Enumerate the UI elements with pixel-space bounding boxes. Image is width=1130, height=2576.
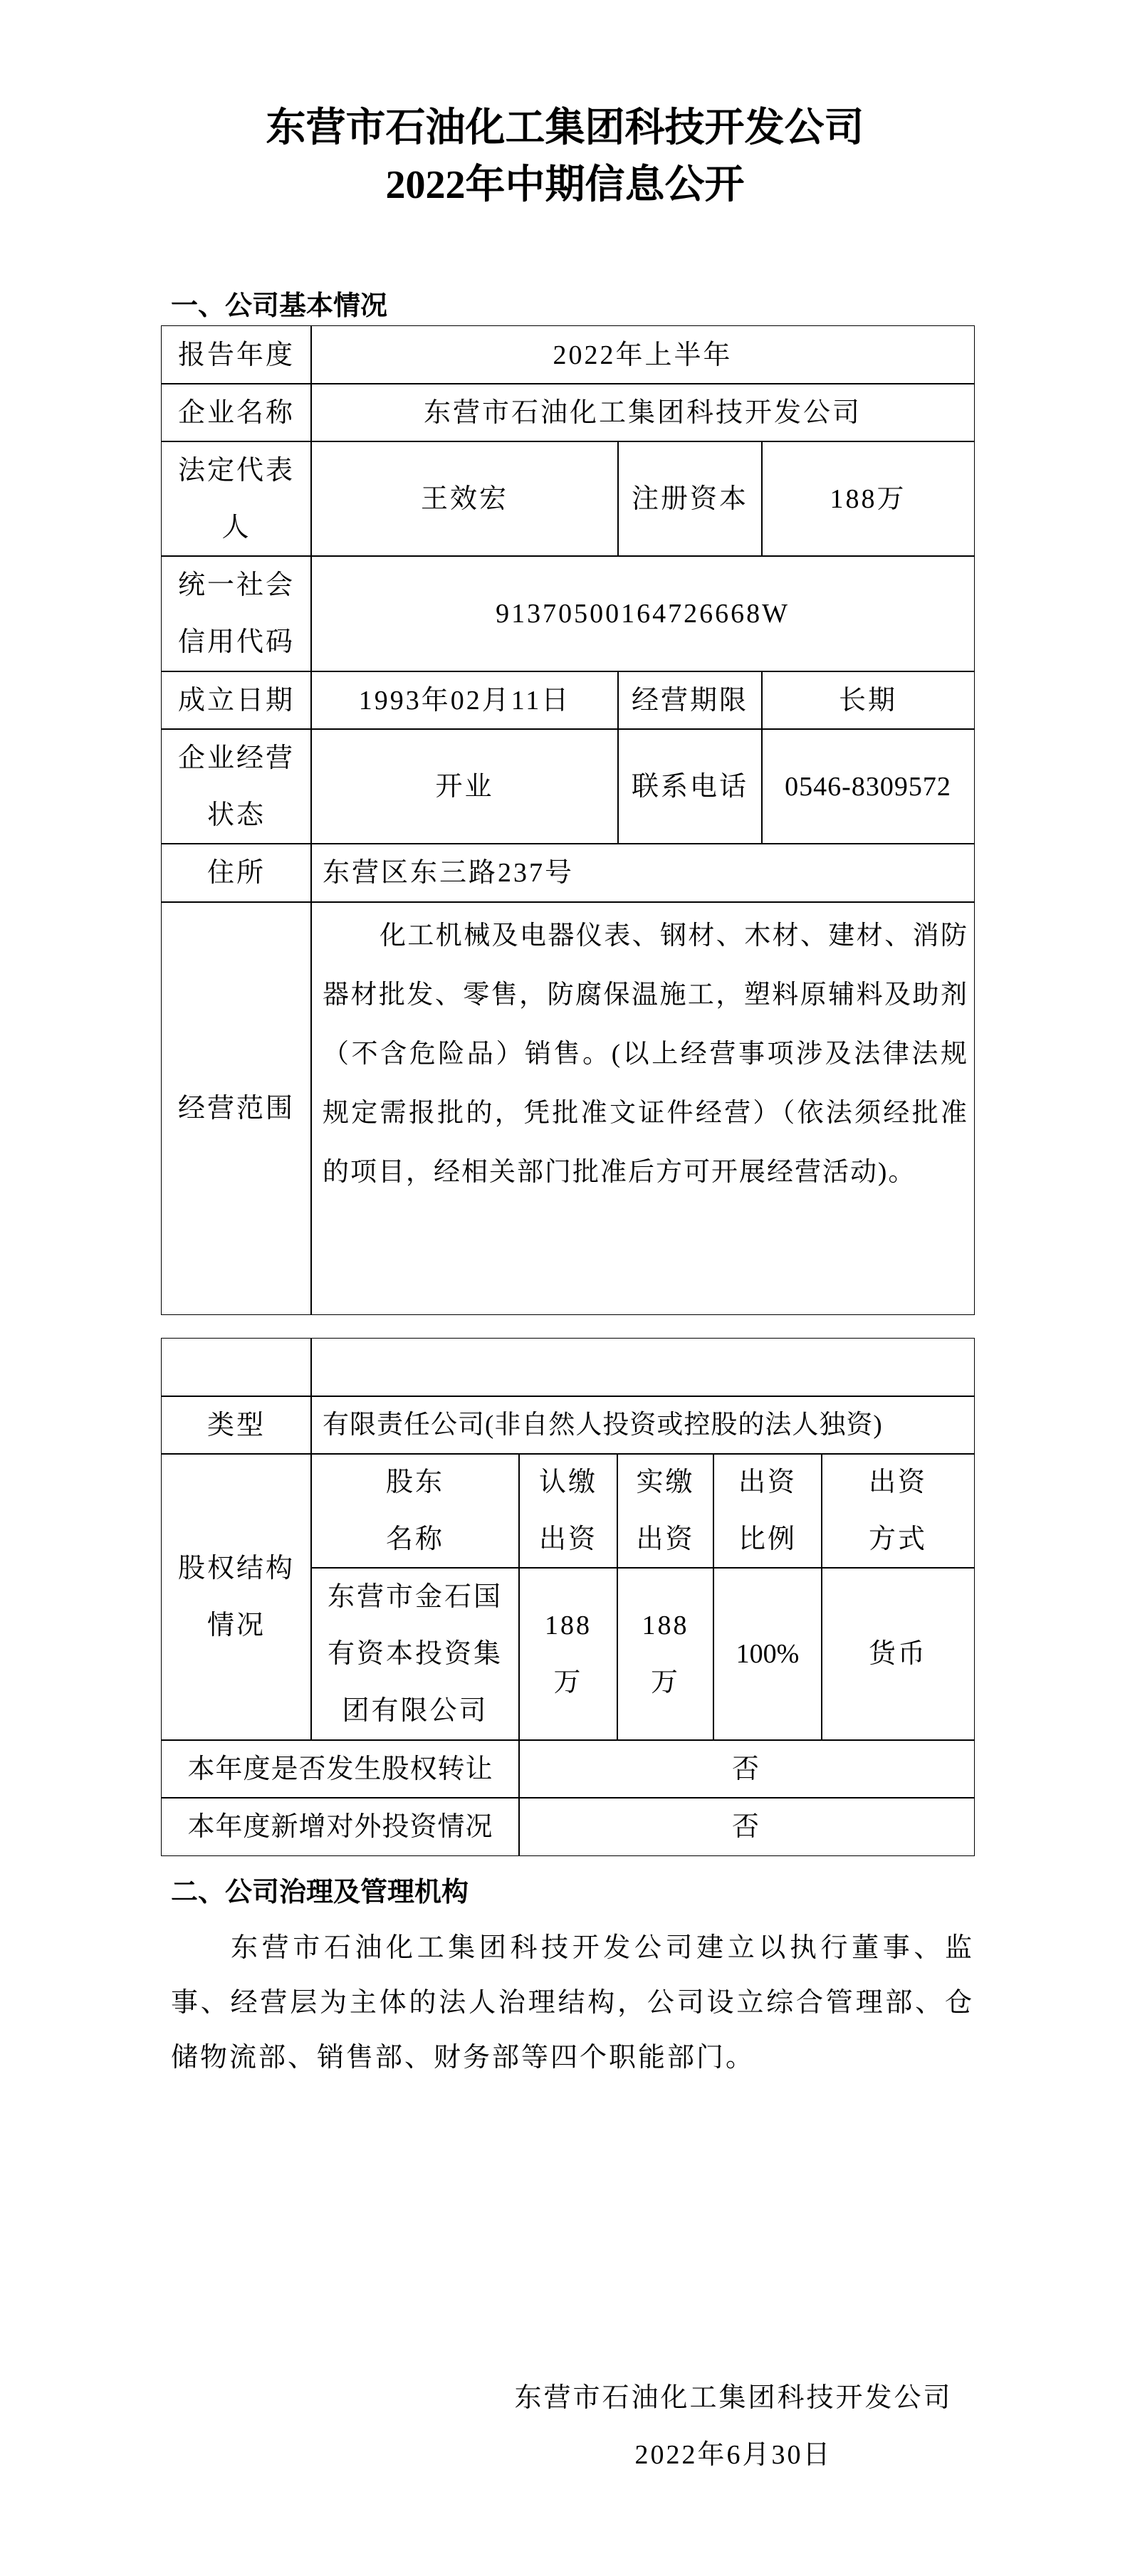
empty-row-value	[310, 1338, 975, 1397]
empty-row-label	[161, 1338, 312, 1397]
legal-rep-value: 王效宏	[310, 441, 619, 557]
status-label-text: 企业经营状态	[177, 743, 295, 830]
report-year-value: 2022年上半年	[310, 325, 975, 384]
governance-paragraph: 东营市石油化工集团科技开发公司建立以执行董事、监事、经营层为主体的法人治理结构，公司设立综合管理部、仓储物流部、销售部、财务部等四个职能部门。	[171, 1933, 974, 2073]
col-header-method-text: 出资方式	[868, 1467, 927, 1554]
company-name-value: 东营市石油化工集团科技开发公司	[310, 383, 975, 442]
type-label: 类型	[161, 1396, 312, 1455]
document-title-line2: 2022年中期信息公开	[385, 163, 745, 207]
shareholder-name	[310, 1567, 520, 1741]
status-value: 开业	[310, 728, 619, 844]
document-title-line1: 东营市石油化工集团科技开发公司	[266, 106, 864, 150]
shareholder-paid	[617, 1567, 714, 1741]
footer-date: 2022年6月30日	[634, 2440, 832, 2470]
col-header-paid	[617, 1453, 714, 1569]
col-header-subscribed-text: 认缴出资	[538, 1467, 597, 1554]
equity-structure-label	[161, 1453, 312, 1741]
equity-transfer-label: 本年度是否发生股权转让	[161, 1739, 520, 1799]
legal-rep-label-text: 法定代表人	[177, 455, 295, 543]
equity-transfer-value: 否	[518, 1739, 975, 1799]
section1-heading: 一、公司基本情况	[171, 291, 388, 321]
established-label: 成立日期	[161, 671, 312, 730]
col-header-ratio-text: 出资比例	[738, 1467, 797, 1554]
legal-rep-label	[161, 441, 312, 557]
company-name-label: 企业名称	[161, 383, 312, 442]
shareholder-name-text: 东营市金石国有资本投资集团有限公司	[327, 1582, 503, 1726]
section2-heading: 二、公司治理及管理机构	[171, 1878, 469, 1907]
footer-signature: 东营市石油化工集团科技开发公司	[514, 2383, 953, 2413]
registered-capital-value: 188万	[761, 441, 975, 557]
shareholder-method: 货币	[821, 1567, 975, 1741]
type-value: 有限责任公司(非自然人投资或控股的法人独资)	[310, 1396, 975, 1455]
address-label: 住所	[161, 843, 312, 903]
col-header-method	[821, 1453, 975, 1569]
shareholder-paid-text: 188万	[642, 1611, 689, 1697]
col-header-subscribed	[518, 1453, 618, 1569]
equity-structure-label-text: 股权结构情况	[177, 1554, 295, 1640]
credit-code-label	[161, 555, 312, 672]
status-label	[161, 728, 312, 844]
report-year-label: 报告年度	[161, 325, 312, 384]
term-label: 经营期限	[617, 671, 763, 730]
new-investment-label: 本年度新增对外投资情况	[161, 1797, 520, 1856]
col-header-shareholder-name	[310, 1453, 520, 1569]
scope-value: 化工机械及电器仪表、钢材、木材、建材、消防器材批发、零售，防腐保温施工，塑料原辅料及助剂（不含危险品）销售。(以上经营事项涉及法律法规规定需报批的，凭批准文证件经营）（依法须经批准的项目，经相关部门批准后方可开展经营活动)。	[310, 901, 975, 1315]
credit-code-value: 91370500164726668W	[310, 555, 975, 672]
term-value: 长期	[761, 671, 975, 730]
shareholder-subscribed	[518, 1567, 618, 1741]
shareholder-ratio: 100%	[713, 1567, 822, 1741]
shareholder-subscribed-text: 188万	[545, 1611, 592, 1697]
address-value: 东营区东三路237号	[310, 843, 975, 903]
registered-capital-label: 注册资本	[617, 441, 763, 557]
phone-value: 0546-8309572	[761, 728, 975, 844]
credit-code-label-text: 统一社会信用代码	[177, 570, 295, 657]
col-header-shareholder-name-text: 股东名称	[385, 1467, 444, 1554]
phone-label: 联系电话	[617, 728, 763, 844]
col-header-ratio	[713, 1453, 822, 1569]
scope-label: 经营范围	[161, 901, 312, 1315]
established-value: 1993年02月11日	[310, 671, 619, 730]
new-investment-value: 否	[518, 1797, 975, 1856]
col-header-paid-text: 实缴出资	[636, 1467, 695, 1554]
